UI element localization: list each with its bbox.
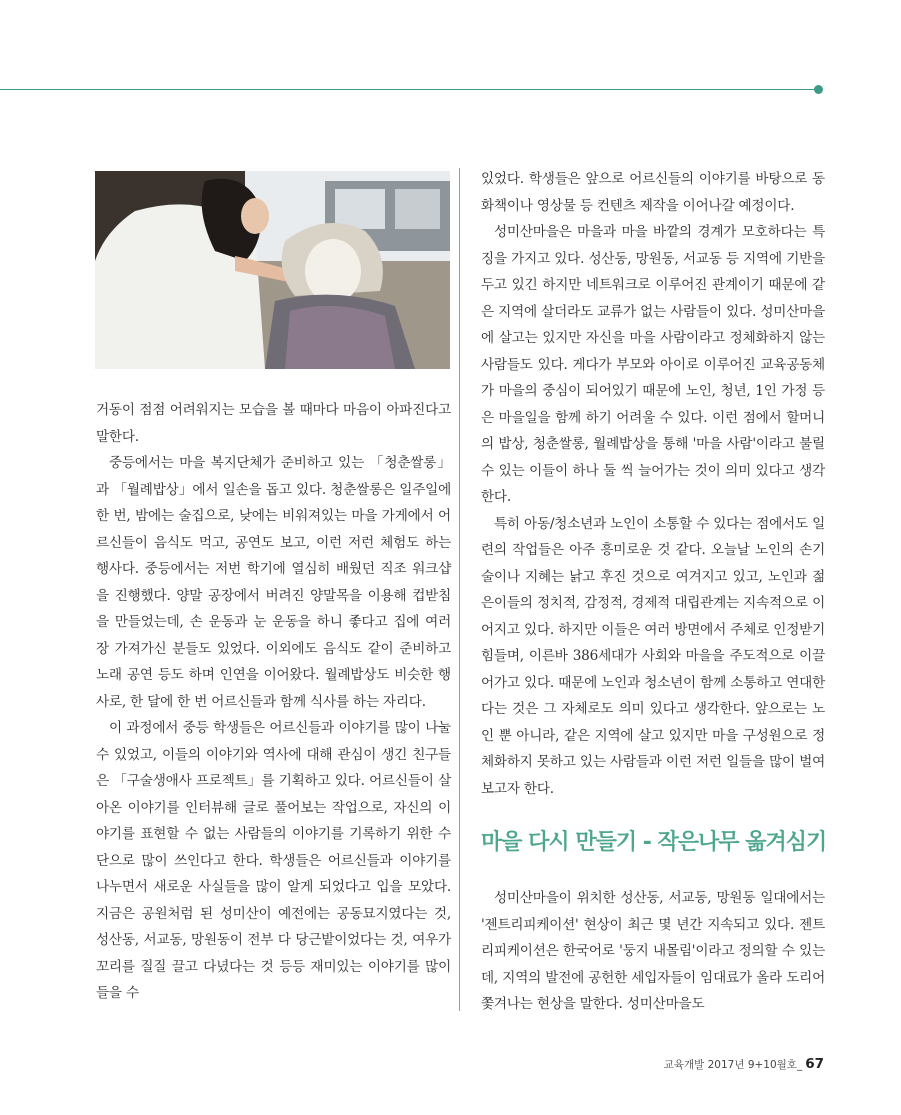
column-divider (459, 168, 460, 1011)
paragraph: 거동이 점점 어려워지는 모습을 볼 때마다 마음이 아파진다고 말한다. (96, 402, 451, 445)
paragraph: 중등에서는 마을 복지단체가 준비하고 있는 「청춘쌀롱」과 「월례밥상」에서 일손을 돕고 있다. 청춘쌀롱은 일주일에 한 번, 밤에는 술집으로, 낮에는 비워져있는 마을 가게에서 어르신들이 음식도 먹고, 공연도 보고, 이런 저런 체험도 하는 행사다. 중등에서는 저번 학기에 열심히 배웠던 직조 워크샵을 진행했다. 양말 공장에서 버려진 양말목을 이용해 컵받침을 만들었는데, 손 운동과 눈 운동을 하니 좋다고 집에 여러 장 가져가신 분들도 있었다. 이외에도 음식도 같이 준비하고 노래 공연 등도 하며 인연을 이어왔다. 월례밥상도 비슷한 행사로, 한 달에 한 번 어르신들과 함께 식사를 하는 자리다. (96, 455, 451, 710)
paragraph: 있었다. 학생들은 앞으로 어르신들의 이야기를 바탕으로 동화책이나 영상물 등 컨텐츠 제작을 이어나갈 예정이다. (481, 171, 825, 214)
page-number: 67 (805, 1056, 824, 1072)
publication-info: 교육개발 2017년 9+10월호_ (663, 1059, 803, 1071)
right-column (481, 166, 825, 802)
top-rule-line (0, 89, 818, 90)
paragraph: 이 과정에서 중등 학생들은 어르신들과 이야기를 많이 나눌 수 있었고, 이들의 이야기와 역사에 대해 관심이 생긴 친구들은 「구술생애사 프로젝트」를 기획하고 있다. 어르신들이 살아온 이야기를 인터뷰해 글로 풀어보는 작업으로, 자신의 이야기를 표현할 수 없는 사람들의 이야기를 기록하기 위한 수단으로 많이 쓰인다고 한다. 학생들은 어르신들과 이야기를 나누면서 새로운 사실들을 많이 알게 되었다고 입을 모았다. 지금은 공원처럼 된 성미산이 예전에는 공동묘지였다는 것, 성산동, 서교동, 망원동이 전부 다 당근밭이었다는 것, 여우가 꼬리를 질질 끌고 다녔다는 것 등등 재미있는 이야기를 많이 들을 수 (96, 720, 451, 1001)
article-photo (95, 171, 450, 369)
section-heading: 마을 다시 만들기 - 작은나무 옮겨심기 (481, 830, 827, 855)
right-column-continued (481, 885, 825, 1018)
page-footer (664, 1056, 824, 1072)
left-column (96, 397, 451, 1007)
paragraph: 성미산마을은 마을과 마을 바깥의 경계가 모호하다는 특징을 가지고 있다. 성산동, 망원동, 서교동 등 지역에 기반을 두고 있긴 하지만 네트워크로 이루어진 관계이기 때문에 같은 지역에 살더라도 교류가 없는 사람들이 있다. 성미산마을에 살고는 있지만 자신을 마을 사람이라고 정체화하지 않는 사람들도 있다. 게다가 부모와 아이로 이루어진 교육공동체가 마을의 중심이 되어있기 때문에 노인, 청년, 1인 가정 등은 마을일을 함께 하기 어려울 수 있다. 이런 점에서 할머니의 밥상, 청춘쌀롱, 월례밥상을 통해 '마을 사람'이라고 불릴 수 있는 이들이 하나 둘 씩 늘어가는 것이 의미 있다고 생각한다. (481, 224, 825, 505)
top-rule-dot (814, 85, 823, 94)
paragraph: 특히 아동/청소년과 노인이 소통할 수 있다는 점에서도 일련의 작업들은 아주 흥미로운 것 같다. 오늘날 노인의 손기술이나 지혜는 낡고 후진 것으로 여겨지고 있고, 노인과 젊은이들의 정치적, 감정적, 경제적 대립관계는 지속적으로 이어지고 있다. 하지만 이들은 여러 방면에서 주체로 인정받기 힘들며, 이른바 386세대가 사회와 마을을 주도적으로 이끌어가고 있다. 때문에 노인과 청소년이 함께 소통하고 연대한다는 것은 그 자체로도 의미 있다고 생각한다. 앞으로는 노인 뿐 아니라, 같은 지역에 살고 있지만 마을 구성원으로 정체화하지 못하고 있는 사람들과 이런 저런 일들을 많이 벌여보고자 한다. (481, 515, 825, 797)
paragraph: 성미산마을이 위치한 성산동, 서교동, 망원동 일대에서는 '젠트리피케이션' 현상이 최근 몇 년간 지속되고 있다. 젠트리피케이션은 한국어로 '둥지 내몰림'이라고 정의할 수 있는데, 지역의 발전에 공헌한 세입자들이 임대료가 올라 도리어 쫓겨나는 현상을 말한다. 성미산마을도 (481, 890, 825, 1012)
